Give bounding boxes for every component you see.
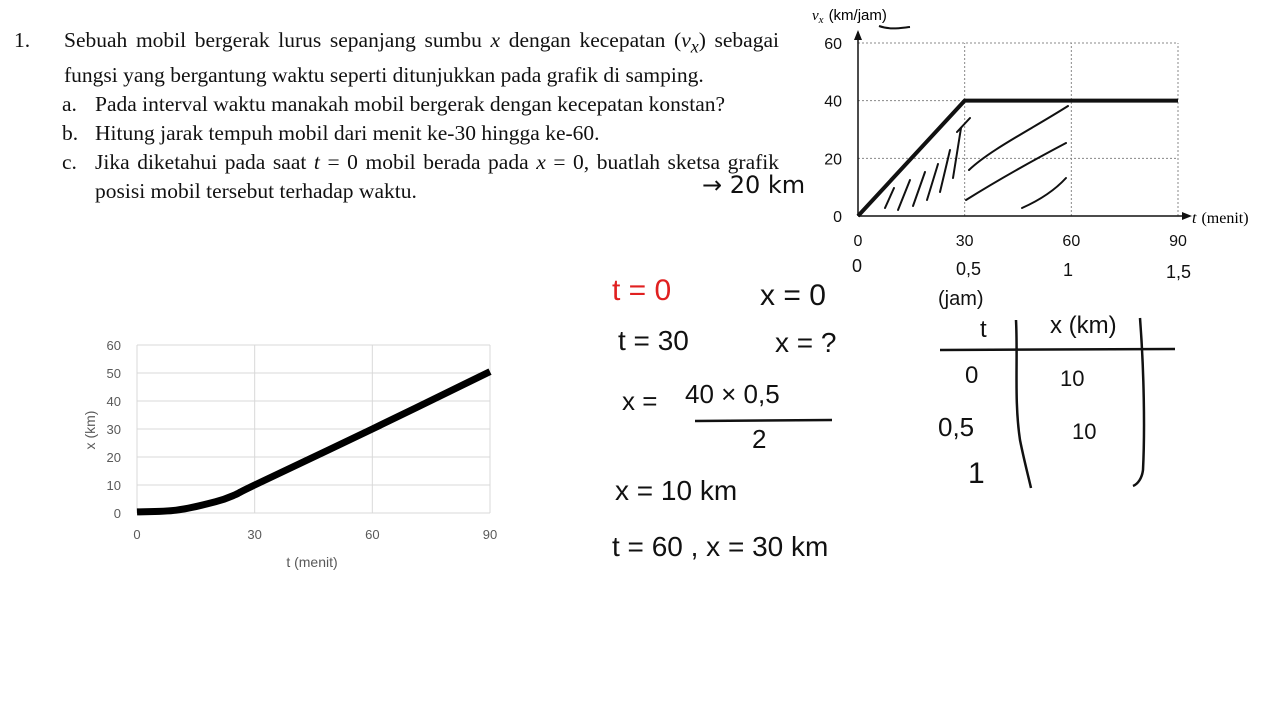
table-cell: 1 bbox=[968, 457, 985, 490]
velocity-ytick-label: 0 bbox=[833, 209, 842, 226]
question-b-text: Hitung jarak tempuh mobil dari menit ke-30 hingga ke-60. bbox=[95, 121, 600, 146]
velocity-ylabel-sub: x bbox=[818, 14, 824, 26]
intro-text-3: ) sebagai fungsi yang bergantung waktu seperti ditunjukkan pada grafik di samping. bbox=[64, 28, 779, 88]
position-chart-ylabel: x (km) bbox=[82, 410, 98, 450]
velocity-xtick-label: 0 bbox=[853, 233, 863, 250]
note-fraction-bar bbox=[695, 420, 832, 421]
intro-text-2: dengan kecepatan ( bbox=[500, 28, 682, 52]
question-c-var-t: t bbox=[313, 150, 320, 175]
position-ytick-label: 20 bbox=[106, 450, 121, 465]
time-mark-1-5: 1,5 bbox=[1166, 262, 1192, 282]
time-mark-1: 1 bbox=[1063, 260, 1074, 280]
velocity-ylabel-var: v bbox=[812, 8, 819, 24]
position-ytick-label: 40 bbox=[106, 394, 121, 409]
position-ytick-label: 10 bbox=[106, 478, 121, 493]
velocity-xtick-label: 30 bbox=[955, 233, 974, 250]
note-x-equals: x = bbox=[622, 386, 658, 416]
table-cell: 0 bbox=[965, 362, 979, 389]
question-a-label: a. bbox=[62, 92, 77, 117]
position-ytick-label: 50 bbox=[106, 366, 121, 381]
note-t60-x30km: t = 60 , x = 30 km bbox=[612, 531, 829, 562]
jam-label: (jam) bbox=[938, 288, 984, 310]
table-right-border bbox=[1133, 318, 1144, 486]
time-mark-0-5: 0,5 bbox=[956, 259, 982, 279]
position-xtick-label: 0 bbox=[133, 527, 141, 542]
problem-number: 1. bbox=[14, 28, 31, 52]
table-cell: 0,5 bbox=[938, 412, 975, 442]
table-header-rule bbox=[940, 349, 1175, 350]
note-x-unknown: x = ? bbox=[775, 327, 837, 358]
position-ytick-label: 60 bbox=[106, 338, 121, 353]
question-c-label: c. bbox=[62, 150, 77, 175]
table-cell: 10 bbox=[1060, 366, 1085, 391]
answer-b-note: → 20 km bbox=[702, 171, 806, 199]
intro-var-v-sub: x bbox=[690, 36, 699, 57]
table-cell: 10 bbox=[1072, 419, 1097, 444]
note-t-equals-30: t = 30 bbox=[618, 325, 689, 356]
question-c-text-2: mobil berada pada bbox=[357, 150, 537, 175]
note-fraction-numerator: 40 × 0,5 bbox=[685, 379, 780, 409]
position-ytick-label: 30 bbox=[106, 422, 121, 437]
note-t-equals-0: t = 0 bbox=[612, 274, 672, 307]
note-x-equals-10km: x = 10 km bbox=[615, 475, 738, 506]
position-ytick-label: 0 bbox=[113, 506, 121, 521]
note-fraction-denominator: 2 bbox=[752, 424, 767, 454]
velocity-ylabel-unit: (km/jam) bbox=[828, 7, 887, 24]
position-xtick-label: 60 bbox=[365, 527, 380, 542]
velocity-xlabel-var: t bbox=[1192, 210, 1197, 227]
velocity-xtick-label: 90 bbox=[1169, 233, 1187, 250]
intro-var-x: x bbox=[490, 28, 501, 52]
intro-text-1: Sebuah mobil bergerak lurus sepanjang sumbu bbox=[64, 28, 491, 52]
velocity-xlabel-unit: (menit) bbox=[1201, 210, 1249, 227]
question-b-label: b. bbox=[62, 121, 79, 146]
question-c-var-x: x bbox=[536, 150, 546, 175]
time-mark-0: 0 bbox=[852, 256, 863, 276]
velocity-xtick-label: 60 bbox=[1062, 233, 1081, 250]
position-chart-xlabel: t (menit) bbox=[286, 554, 338, 570]
table-header-t: t bbox=[980, 316, 987, 343]
question-c-eq-t: = 0 bbox=[319, 150, 358, 175]
table-column-divider bbox=[1016, 320, 1031, 488]
position-xtick-label: 30 bbox=[247, 527, 262, 542]
velocity-ytick-label: 60 bbox=[824, 36, 842, 53]
question-a-text: Pada interval waktu manakah mobil bergerak dengan kecepatan konstan? bbox=[95, 92, 726, 117]
note-x-equals-0: x = 0 bbox=[760, 279, 826, 312]
question-c-text-3: , buatlah sketsa grafik posisi mobil tersebut terhadap waktu. bbox=[95, 150, 779, 204]
handwritten-table bbox=[938, 312, 1175, 490]
position-xtick-label: 90 bbox=[482, 527, 498, 542]
question-c-text-1: Jika diketahui pada saat bbox=[95, 150, 314, 175]
velocity-ytick-label: 40 bbox=[824, 93, 842, 111]
velocity-ytick-label: 20 bbox=[824, 151, 842, 169]
intro-var-v: v bbox=[681, 28, 691, 52]
question-c-eq-x: = 0 bbox=[545, 150, 584, 175]
table-header-x: x (km) bbox=[1050, 312, 1117, 339]
